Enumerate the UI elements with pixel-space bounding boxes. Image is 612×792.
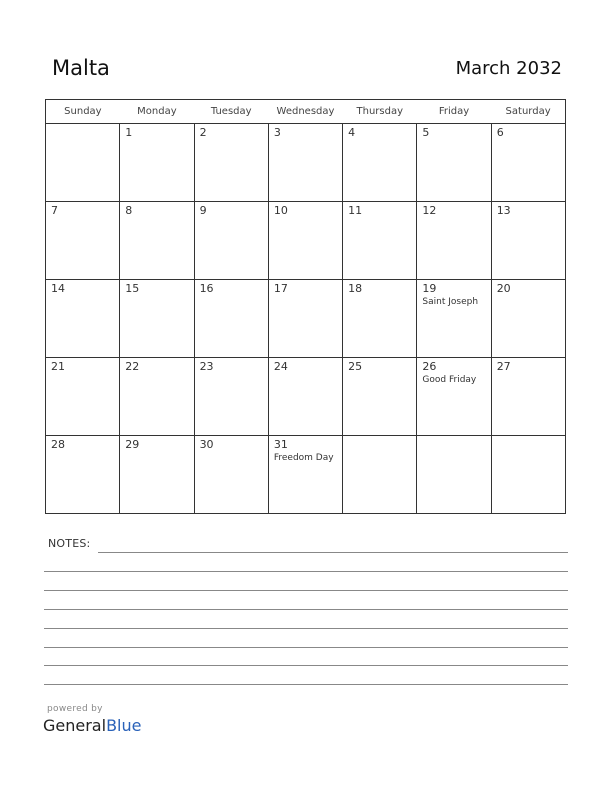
day-number: 23: [199, 360, 214, 373]
day-number: 28: [51, 438, 65, 451]
weekday-tuesday: Tuesday: [194, 100, 268, 124]
calendar-day-cell: [417, 202, 491, 280]
brand-blue: Blue: [106, 716, 142, 735]
calendar-day-cell: [268, 436, 342, 514]
calendar-day-cell: [343, 280, 417, 358]
calendar-day-cell: [343, 202, 417, 280]
calendar-day-cell: [46, 202, 120, 280]
day-number: 18: [348, 282, 363, 295]
notes-line: [44, 609, 568, 610]
calendar-day-cell: [120, 202, 194, 280]
calendar-day-cell: [120, 436, 194, 514]
day-number: 5: [422, 126, 430, 139]
notes-line: [44, 665, 568, 666]
day-number: 3: [273, 126, 281, 139]
calendar-week-row: [46, 124, 566, 202]
calendar-day-cell: [268, 202, 342, 280]
day-number: 30: [199, 438, 214, 451]
calendar-day-cell: [491, 202, 565, 280]
notes-line: [44, 571, 568, 572]
day-number: 9: [199, 204, 207, 217]
calendar-day-cell: [120, 124, 194, 202]
calendar-day-cell: [417, 124, 491, 202]
calendar-day-cell: [491, 280, 565, 358]
calendar-day-cell: [120, 280, 194, 358]
calendar-day-cell: [268, 358, 342, 436]
country-title: Malta: [52, 56, 110, 80]
brand-logo: [43, 716, 141, 735]
calendar-day-cell: [46, 280, 120, 358]
day-number: 1: [125, 126, 133, 139]
calendar-day-cell: [343, 358, 417, 436]
calendar-week-row: [46, 358, 566, 436]
calendar-week-row: [46, 202, 566, 280]
day-number: 20: [496, 282, 511, 295]
day-number: 4: [348, 126, 356, 139]
powered-by-text: powered by: [47, 704, 103, 714]
calendar-week-row: [46, 436, 566, 514]
calendar-day-cell: [491, 358, 565, 436]
weekday-friday: Friday: [417, 100, 491, 124]
weekday-wednesday: Wednesday: [268, 100, 342, 124]
day-number: 22: [125, 360, 140, 373]
calendar-week-row: [46, 280, 566, 358]
calendar-day-cell: [194, 124, 268, 202]
day-number: 7: [51, 204, 58, 217]
calendar-day-cell: [343, 124, 417, 202]
day-number: 10: [273, 204, 288, 217]
calendar-grid: [45, 99, 566, 514]
calendar-day-cell: [194, 436, 268, 514]
holiday-label: Good Friday: [422, 375, 477, 385]
calendar-day-cell: [491, 124, 565, 202]
calendar-day-cell: [120, 358, 194, 436]
notes-line: [44, 684, 568, 685]
day-number: 26: [422, 360, 437, 373]
calendar-day-cell: [46, 358, 120, 436]
weekday-monday: Monday: [120, 100, 194, 124]
weekday-header-row: [46, 100, 566, 124]
month-year-title: March 2032: [455, 58, 562, 79]
calendar-day-cell: [491, 436, 565, 514]
day-number: 24: [273, 360, 288, 373]
calendar-day-cell: [417, 358, 491, 436]
day-number: 14: [51, 282, 65, 295]
calendar-day-cell: [194, 358, 268, 436]
notes-line: [44, 628, 568, 629]
day-number: 25: [348, 360, 363, 373]
notes-line: [44, 647, 568, 648]
notes-line: [98, 552, 568, 553]
day-number: 6: [496, 126, 504, 139]
day-number: 27: [496, 360, 511, 373]
calendar-day-cell: [46, 436, 120, 514]
day-number: 16: [199, 282, 214, 295]
day-number: 15: [125, 282, 140, 295]
weekday-thursday: Thursday: [343, 100, 417, 124]
day-number: 11: [348, 204, 363, 217]
calendar-day-cell: [268, 280, 342, 358]
holiday-label: Saint Joseph: [422, 297, 479, 307]
day-number: 17: [273, 282, 288, 295]
holiday-label: Freedom Day: [273, 453, 334, 463]
calendar-day-cell: [268, 124, 342, 202]
calendar-day-cell: [194, 202, 268, 280]
weekday-sunday: Sunday: [46, 100, 120, 124]
day-number: 12: [422, 204, 437, 217]
notes-label: NOTES:: [48, 537, 91, 550]
calendar-day-cell: [417, 280, 491, 358]
day-number: 2: [199, 126, 207, 139]
day-number: 29: [125, 438, 140, 451]
day-number: 31: [273, 438, 288, 451]
calendar-day-cell: [194, 280, 268, 358]
day-number: 19: [422, 282, 437, 295]
calendar-day-cell: [417, 436, 491, 514]
brand-general: General: [43, 716, 107, 735]
weekday-saturday: Saturday: [491, 100, 565, 124]
calendar-day-cell: [343, 436, 417, 514]
day-number: 21: [51, 360, 65, 373]
calendar-day-cell: [46, 124, 120, 202]
notes-line: [44, 590, 568, 591]
day-number: 13: [496, 204, 511, 217]
day-number: 8: [125, 204, 133, 217]
